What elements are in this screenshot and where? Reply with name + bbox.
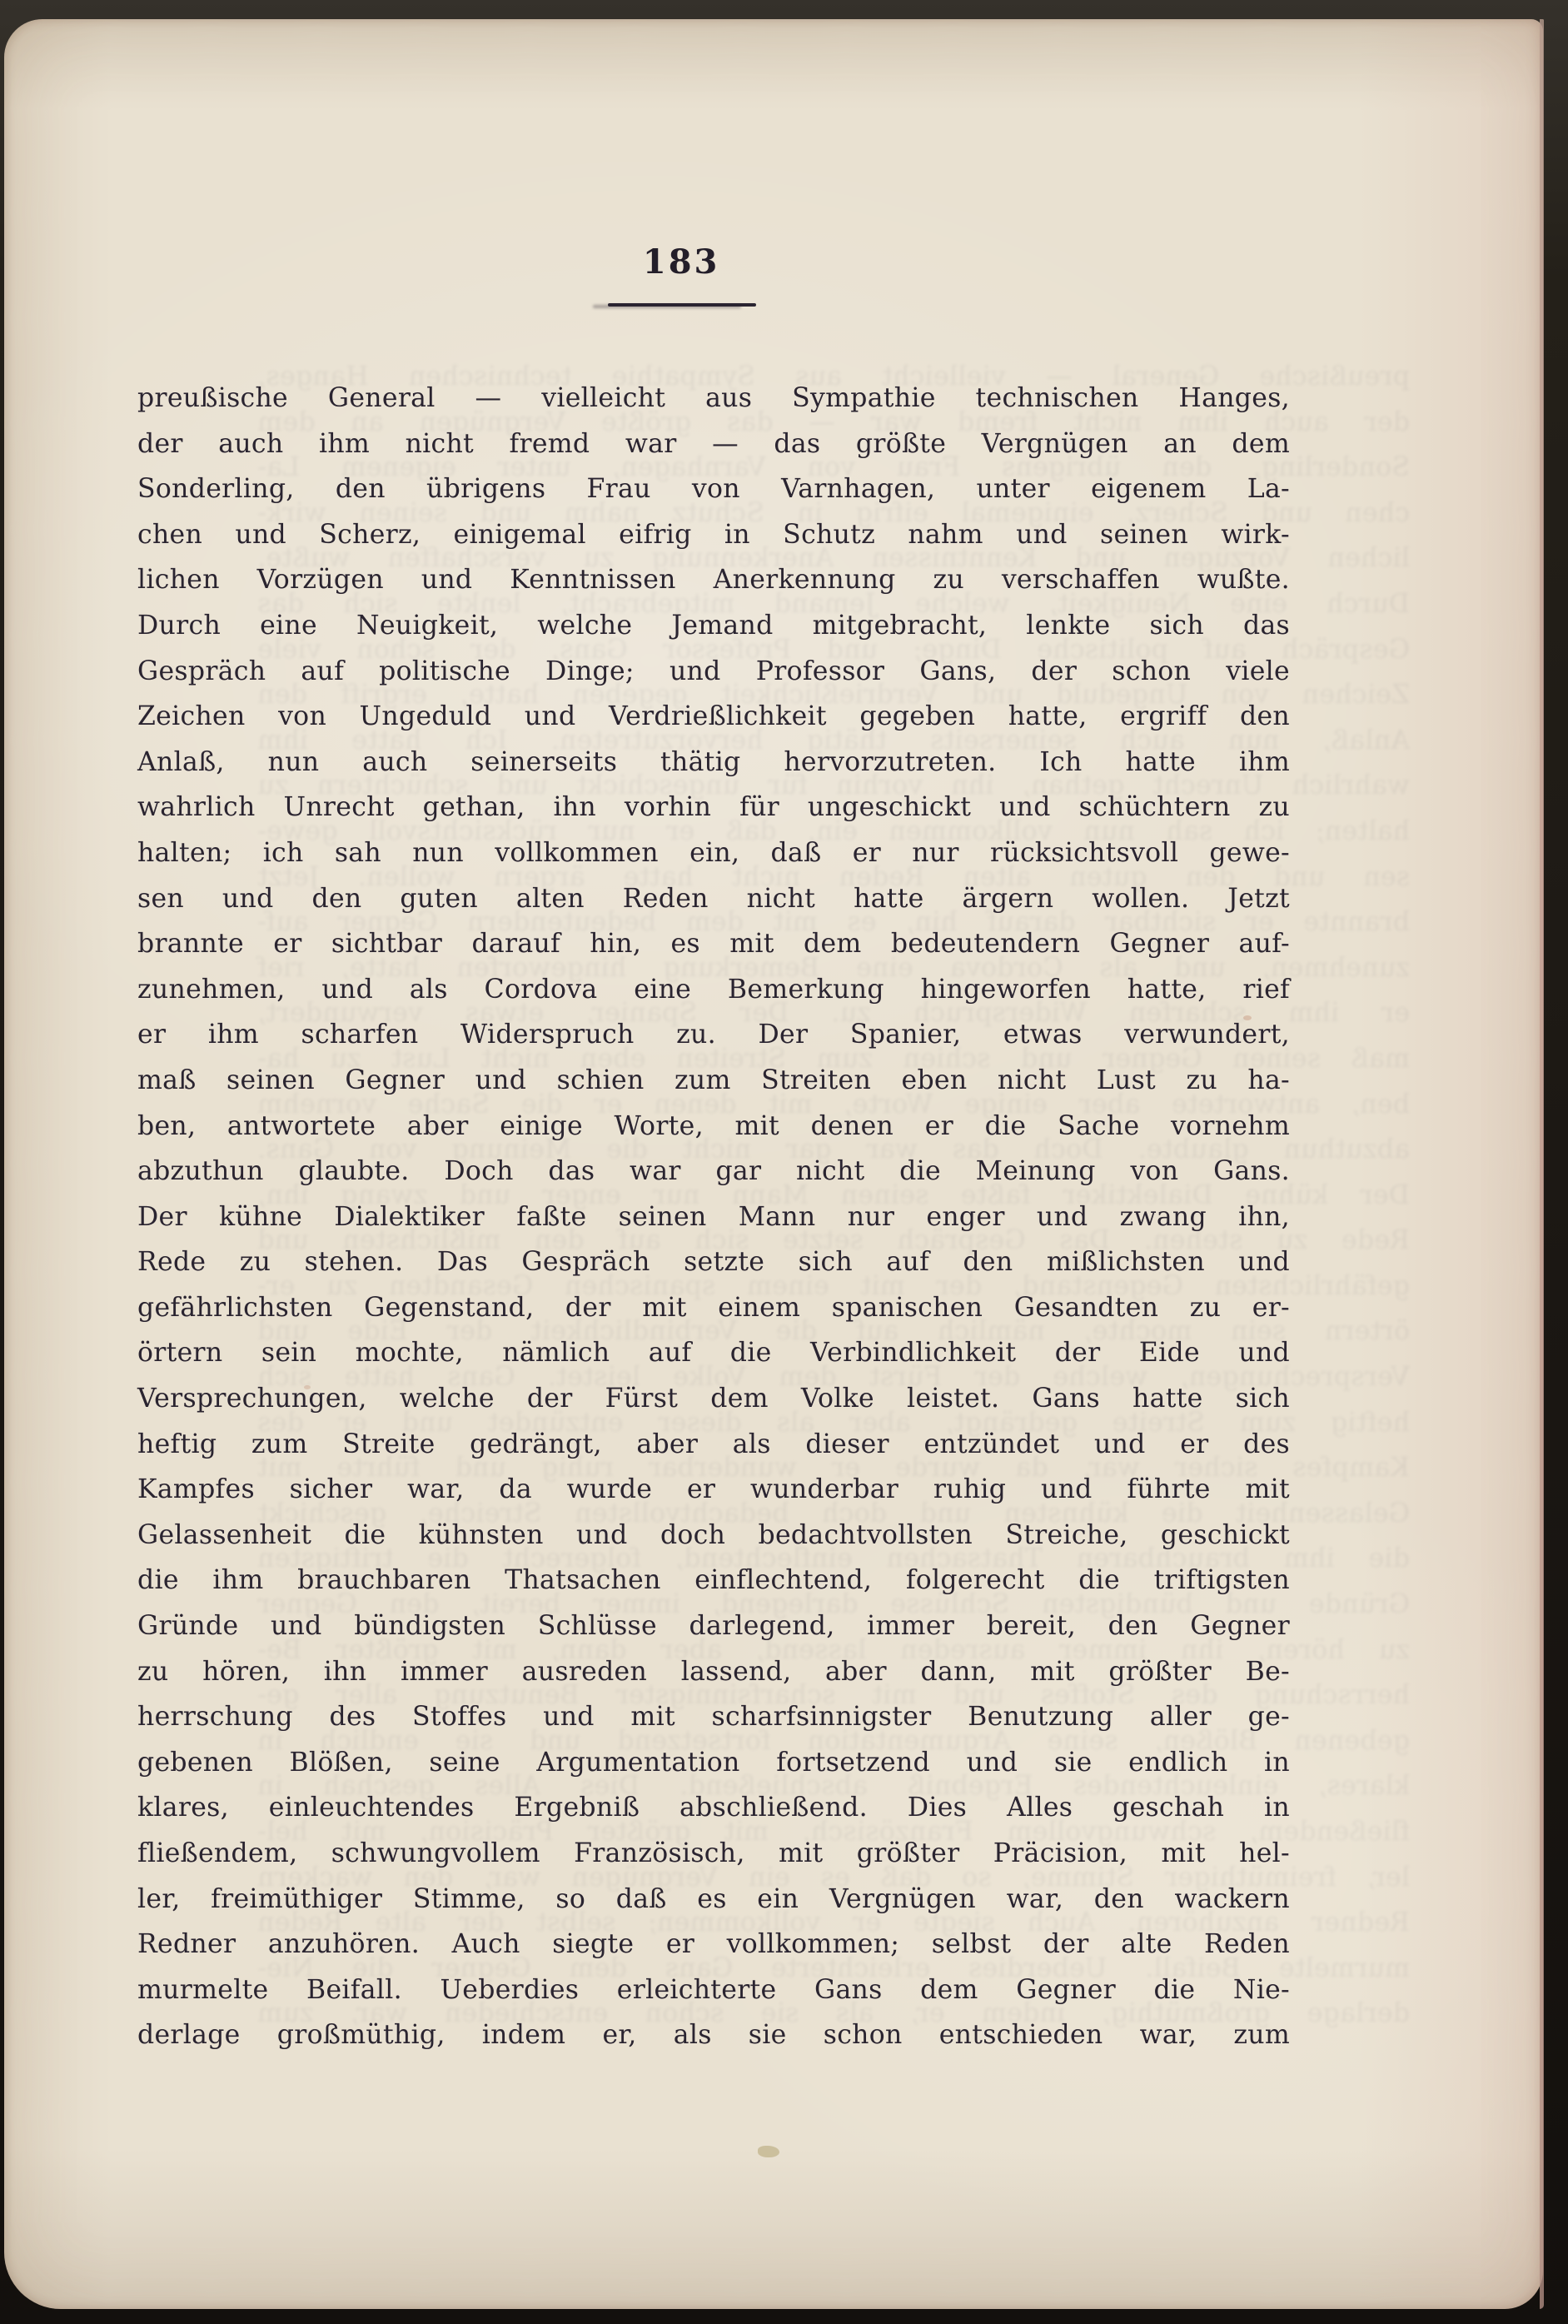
ghost-text-line: Anlaß, nun auch seinerseits thätig hervorzutreten. Ich hatte ihm — [257, 725, 1410, 756]
text-line: gebenen Blößen, seine Argumentation fortsetzend und sie endlich in — [137, 1747, 1290, 1778]
text-line: chen und Scherz, einigemal eifrig in Schutz nahm und seinen wirk- — [137, 519, 1290, 550]
ghost-text-line: Zeichen von Ungeduld und Verdrießlichkeit gegeben hatte, ergriff den — [257, 680, 1410, 711]
text-line: Zeichen von Ungeduld und Verdrießlichkeit gegeben hatte, ergriff den — [137, 701, 1290, 732]
paragraph-continued-from-previous-page — [137, 376, 1290, 603]
ghost-text-line: chen und Scherz, einigemal eifrig in Schutz nahm und seinen wirk- — [257, 497, 1410, 528]
ghost-text-line: murmelte Beifall. Ueberdies erleichterte Gans dem Gegner die Nie- — [257, 1952, 1410, 1983]
text-line: die ihm brauchbaren Thatsachen einflechtend, folgerecht die triftigsten — [137, 1565, 1290, 1596]
ghost-text-line: Durch eine Neuigkeit, welche Jemand mitgebracht, lenkte sich das — [257, 588, 1410, 619]
text-line: Der kühne Dialektiker faßte seinen Mann nur enger und zwang ihn, — [137, 1201, 1290, 1232]
ghost-text-line: brannte er sichtbar darauf hin, es mit dem bedeutendern Gegner auf- — [257, 907, 1410, 938]
text-line: Versprechungen, welche der Fürst dem Volke leistet. Gans hatte sich — [137, 1384, 1290, 1414]
ghost-text-line: herrschung des Stoffes und mit scharfsinnigster Benutzung aller ge- — [257, 1680, 1410, 1711]
text-line: derlage großmüthig, indem er, als sie schon entschieden war, zum — [137, 2020, 1290, 2051]
ghost-text-line: örtern sein mochte, nämlich auf die Verbindlichkeit der Eide und — [257, 1316, 1410, 1347]
ghost-text-line: Redner anzuhören. Auch siegte er vollkommen; selbst der alte Reden — [257, 1908, 1410, 1938]
text-line: murmelte Beifall. Ueberdies erleichterte Gans dem Gegner die Nie- — [137, 1974, 1290, 2005]
text-line: Gründe und bündigsten Schlüsse darlegend, immer bereit, den Gegner — [137, 1611, 1290, 1642]
ghost-text-line: Kampfes sicher war, da wurde er wunderbar ruhig und führte mit — [257, 1453, 1410, 1484]
ghost-text-line: der auch ihm nicht fremd war — das größte Vergnügen an dem — [257, 406, 1410, 437]
ghost-text-line: gefährlichsten Gegenstand, der mit einem spanischen Gesandten zu er- — [257, 1270, 1410, 1301]
text-line: fließendem, schwungvollem Französisch, mit größter Präcision, mit hel- — [137, 1838, 1290, 1868]
ghost-text-line: derlage großmüthig, indem er, als sie schon entschieden war, zum — [257, 1998, 1410, 2029]
body-text-block — [137, 376, 1290, 2058]
text-line: abzuthun glaubte. Doch das war gar nicht die Meinung von Gans. — [137, 1156, 1290, 1187]
text-line: zunehmen, und als Cordova eine Bemerkung hingeworfen hatte, rief — [137, 974, 1290, 1005]
text-line: herrschung des Stoffes und mit scharfsinnigster Benutzung aller ge- — [137, 1702, 1290, 1733]
text-line: Kampfes sicher war, da wurde er wunderbar ruhig und führte mit — [137, 1474, 1290, 1505]
text-line: maß seinen Gegner und schien zum Streiten eben nicht Lust zu ha- — [137, 1065, 1290, 1095]
ghost-text-line: klares, einleuchtendes Ergebniß abschließend. Dies Alles geschah in — [257, 1771, 1410, 1802]
text-line: ben, antwortete aber einige Worte, mit denen er die Sache vornehm — [137, 1110, 1290, 1141]
ghost-text-line: wahrlich Unrecht gethan, ihn vorhin für ungeschickt und schüchtern zu — [257, 771, 1410, 801]
ghost-text-line: ben, antwortete aber einige Worte, mit denen er die Sache vornehm — [257, 1089, 1410, 1120]
text-line: Rede zu stehen. Das Gespräch setzte sich auf den mißlichsten und — [137, 1247, 1290, 1278]
ghost-text-line: die ihm brauchbaren Thatsachen einflechtend, folgerecht die triftigsten — [257, 1544, 1410, 1574]
text-line: Redner anzuhören. Auch siegte er vollkommen; selbst der alte Reden — [137, 1929, 1290, 1960]
ghost-text-line: Gelassenheit die kühnsten und doch bedachtvollsten Streiche, geschickt — [257, 1498, 1410, 1529]
text-line: sen und den guten alten Reden nicht hatte ärgern wollen. Jetzt — [137, 883, 1290, 914]
text-line: Durch eine Neuigkeit, welche Jemand mitgebracht, lenkte sich das — [137, 610, 1290, 641]
text-line: Sonderling, den übrigens Frau von Varnhagen, unter eigenem La- — [137, 474, 1290, 505]
ghost-text-line: sen und den guten alten Reden nicht hatte ärgern wollen. Jetzt — [257, 861, 1410, 892]
text-line: heftig zum Streite gedrängt, aber als dieser entzündet und er des — [137, 1429, 1290, 1459]
text-line: klares, einleuchtendes Ergebniß abschließend. Dies Alles geschah in — [137, 1793, 1290, 1823]
ghost-text-line: lichen Vorzügen und Kenntnissen Anerkennung zu verschaffen wußte. — [257, 543, 1410, 574]
ghost-text-line: er ihm scharfen Widerspruch zu. Der Spanier, etwas verwundert, — [257, 998, 1410, 1029]
printed-content — [4, 19, 1543, 2309]
ghost-text-line: Der kühne Dialektiker faßte seinen Mann nur enger und zwang ihn, — [257, 1179, 1410, 1210]
page-number-rule — [608, 303, 756, 307]
text-line: Anlaß, nun auch seinerseits thätig hervorzutreten. Ich hatte ihm — [137, 746, 1290, 777]
text-line: Gelassenheit die kühnsten und doch bedachtvollsten Streiche, geschickt — [137, 1519, 1290, 1550]
page-number: 183 — [642, 242, 720, 282]
text-line: ler, freimüthiger Stimme, so daß es ein Vergnügen war, den wackern — [137, 1883, 1290, 1914]
ghost-text-line: abzuthun glaubte. Doch das war gar nicht die Meinung von Gans. — [257, 1135, 1410, 1165]
text-line: Gespräch auf politische Dinge; und Professor Gans, der schon viele — [137, 656, 1290, 686]
text-line: lichen Vorzügen und Kenntnissen Anerkennung zu verschaffen wußte. — [137, 565, 1290, 596]
paper-stain — [758, 2146, 779, 2157]
text-line: örtern sein mochte, nämlich auf die Verbindlichkeit der Eide und — [137, 1338, 1290, 1369]
paragraph-new — [137, 603, 1290, 2058]
ghost-text-line: zu hören, ihn immer ausreden lassend, aber dann, mit größter Be- — [257, 1634, 1410, 1665]
text-line: der auch ihm nicht fremd war — das größte Vergnügen an dem — [137, 428, 1290, 459]
ghost-text-line: halten; ich sah nun vollkommen ein, daß er nur rücksichtsvoll gewe- — [257, 815, 1410, 846]
text-line: preußische General — vielleicht aus Sympathie technischen Hanges, — [137, 383, 1290, 413]
ghost-text-line: Rede zu stehen. Das Gespräch setzte sich auf den mißlichsten und — [257, 1225, 1410, 1256]
text-line: brannte er sichtbar darauf hin, es mit dem bedeutendern Gegner auf- — [137, 929, 1290, 960]
text-line: zu hören, ihn immer ausreden lassend, aber dann, mit größter Be- — [137, 1656, 1290, 1687]
text-line: gefährlichsten Gegenstand, der mit einem spanischen Gesandten zu er- — [137, 1292, 1290, 1323]
ghost-text-line: preußische General — vielleicht aus Sympathie technischen Hanges, — [257, 362, 1410, 391]
book-page — [4, 19, 1543, 2309]
ghost-text-line: Gründe und bündigsten Schlüsse darlegend, immer bereit, den Gegner — [257, 1589, 1410, 1620]
ghost-text-line: fließendem, schwungvollem Französisch, mit größter Präcision, mit hel- — [257, 1817, 1410, 1847]
ghost-text-line: ler, freimüthiger Stimme, so daß es ein Vergnügen war, den wackern — [257, 1862, 1410, 1893]
ghost-text-line: Gespräch auf politische Dinge; und Professor Gans, der schon viele — [257, 634, 1410, 665]
ghost-text-line: maß seinen Gegner und schien zum Streiten eben nicht Lust zu ha- — [257, 1043, 1410, 1074]
ghost-text-line: zunehmen, und als Cordova eine Bemerkung hingeworfen hatte, rief — [257, 952, 1410, 983]
ghost-text-line: Sonderling, den übrigens Frau von Varnhagen, unter eigenem La- — [257, 452, 1410, 483]
ghost-text-line: gebenen Blößen, seine Argumentation fortsetzend und sie endlich in — [257, 1725, 1410, 1756]
text-line: halten; ich sah nun vollkommen ein, daß er nur rücksichtsvoll gewe- — [137, 837, 1290, 868]
text-line: wahrlich Unrecht gethan, ihn vorhin für ungeschickt und schüchtern zu — [137, 792, 1290, 823]
text-line: er ihm scharfen Widerspruch zu. Der Spanier, etwas verwundert, — [137, 1020, 1290, 1050]
ghost-text-line: Versprechungen, welche der Fürst dem Volke leistet. Gans hatte sich — [257, 1362, 1410, 1393]
ghost-text-line: heftig zum Streite gedrängt, aber als dieser entzündet und er des — [257, 1407, 1410, 1438]
